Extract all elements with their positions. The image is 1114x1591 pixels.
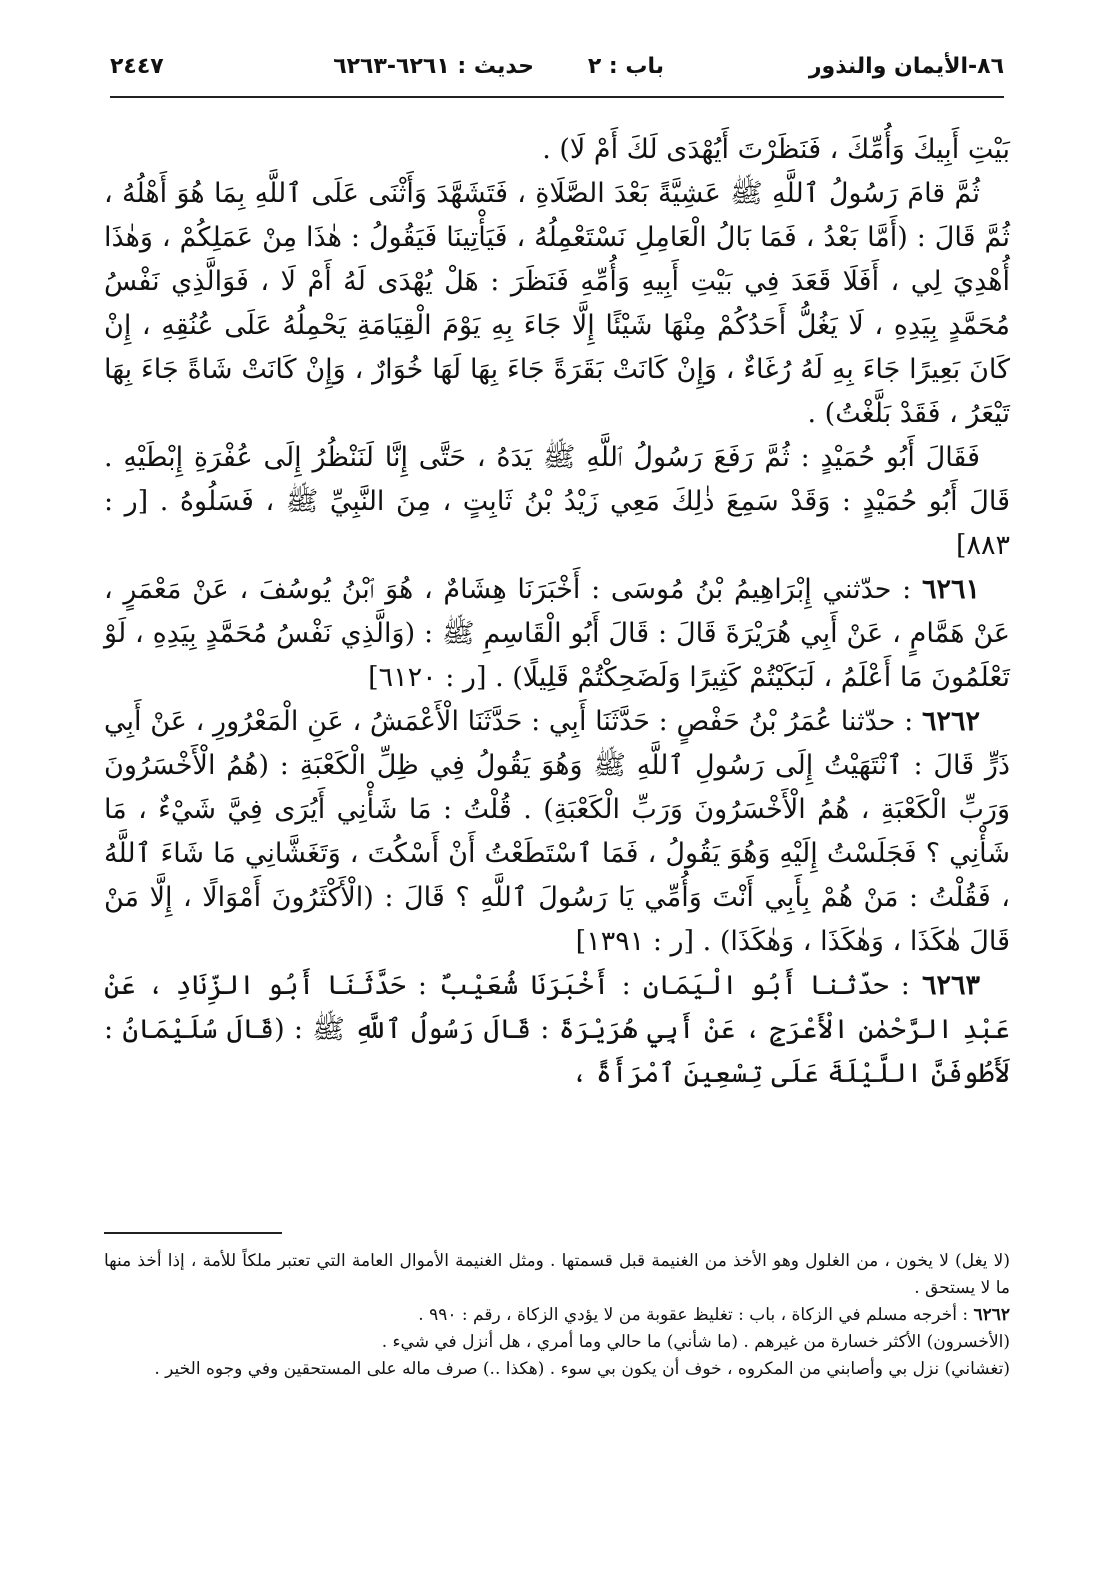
text-paragraph: بَيْتِ أَبِيكَ وَأُمِّكَ ، فَنَظَرْتَ أَيُهْدَى لَكَ أَمْ لَا) . bbox=[542, 134, 1010, 165]
running-header bbox=[110, 52, 1004, 98]
footnote: (تغشاني) نزل بي وأصابني من المكروه ، خوف أن يكون بي سوء . (هكذا ..) صرف ماله على المستحقين وفي وجوه الخير . bbox=[154, 1359, 1010, 1379]
bab-label: باب : ٢ bbox=[587, 54, 664, 79]
footnote: ٦٢٦٢ : أخرجه مسلم في الزكاة ، باب : تغليظ عقوبة من لا يؤدي الزكاة ، رقم : ٩٩٠ . bbox=[418, 1305, 1010, 1325]
footnotes bbox=[104, 1248, 1010, 1458]
hadith-number: ٦٢٦١ bbox=[921, 574, 980, 605]
main-text bbox=[104, 128, 1010, 1188]
footnote-divider bbox=[104, 1232, 282, 1234]
footnote: (لا يغل) لا يخون ، من الغلول وهو الأخذ من الغنيمة قبل قسمتها . ومثل الغنيمة الأموال العامة التي تعتبر ملكاً للأمة ، إذا أخذ منها ما لا يستحق . bbox=[104, 1251, 1010, 1298]
hadith-range: حديث : ٦٢٦١-٦٢٦٣ bbox=[333, 54, 534, 79]
hadith-6262: ٦٢٦٢ : حدّثنا عُمَرُ بْنُ حَفْصٍ : حَدَّثَنَا أَبِي : حَدَّثَنَا الْأَعْمَشُ ، عَنِ الْمَعْرُورِ ، عَنْ أَبِي ذَرٍّ قَالَ : ٱنْتَهَيْتُ إِلَى رَسُولِ ٱللَّهِ ﷺ وَهُوَ يَقُولُ فِي ظِلِّ الْكَعْبَةِ : (هُمُ الْأَخْسَرُونَ وَرَبِّ الْكَعْبَةِ ، هُمُ الْأَخْسَرُونَ وَرَبِّ الْكَعْبَةِ) . قُلْتُ : مَا شَأْنِي أَيُرَى فِيَّ شَيْءٌ ، مَا شَأْنِي ؟ فَجَلَسْتُ إِلَيْهِ وَهُوَ يَقُولُ ، فَمَا ٱسْتَطَعْتُ أَنْ أَسْكُتَ ، وَتَغَشَّانِي مَا شَاءَ ٱللَّهُ ، فَقُلْتُ : مَنْ هُمْ بِأَبِي أَنْتَ وَأُمِّي يَا رَسُولَ ٱللَّهِ ؟ قَالَ : (الْأَكْثَرُونَ أَمْوَالًا ، إِلَّا مَنْ قَالَ هٰكَذَا ، وَهٰكَذَا ، وَهٰكَذَا) . [ر : ١٣٩١] bbox=[104, 706, 1010, 957]
footnote: (الأخسرون) الأكثر خسارة من غيرهم . (ما شأني) ما حالي وما أمري ، هل أنزل في شيء . bbox=[381, 1332, 1010, 1352]
text-paragraph: ثُمَّ قامَ رَسُولُ ٱللَّهِ ﷺ عَشِيَّةً بَعْدَ الصَّلَاةِ ، فَتَشَهَّدَ وَأَثْنَى عَلَى ٱللَّهِ بِمَا هُوَ أَهْلُهُ ، ثُمَّ قَالَ : (أَمَّا بَعْدُ ، فَمَا بَالُ الْعَامِلِ نَسْتَعْمِلُهُ ، فَيَأْتِينَا فَيَقُولُ : هٰذَا مِنْ عَمَلِكُمْ ، وَهٰذَا أُهْدِيَ لِي ، أَفَلَا قَعَدَ فِي بَيْتِ أَبِيهِ وَأُمِّهِ فَنَظَرَ : هَلْ يُهْدَى لَهُ أَمْ لَا ، فَوَالَّذِي نَفْسُ مُحَمَّدٍ بِيَدِهِ ، لَا يَغُلُّ أَحَدُكُمْ مِنْهَا شَيْئًا إِلَّا جَاءَ بِهِ يَوْمَ الْقِيَامَةِ يَحْمِلُهُ عَلَى عُنُقِهِ ، إِنْ كَانَ بَعِيرًا جَاءَ بِهِ لَهُ رُغَاءٌ ، وَإِنْ كَانَتْ بَقَرَةً جَاءَ بِهَا لَهَا خُوَارٌ ، وَإِنْ كَانَتْ شَاةً جَاءَ بِهَا تَيْعَرُ ، فَقَدْ بَلَّغْتُ) . bbox=[104, 178, 1010, 429]
text-paragraph: فَقَالَ أَبُو حُمَيْدٍ : ثُمَّ رَفَعَ رَسُولُ ٱللَّهِ ﷺ يَدَهُ ، حَتَّى إِنَّا لَنَنْظُرُ إِلَى عُفْرَةِ إِبْطَيْهِ . قَالَ أَبُو حُمَيْدٍ : وَقَدْ سَمِعَ ذٰلِكَ مَعِي زَيْدُ بْنُ ثَابِتٍ ، مِنَ النَّبِيِّ ﷺ ، فَسَلُوهُ . [ر : ٨٨٣] bbox=[104, 442, 1010, 561]
hadith-number: ٦٢٦٣ bbox=[921, 970, 980, 1001]
hadith-6261: ٦٢٦١ : حدّثني إِبْرَاهِيمُ بْنُ مُوسَى : أَخْبَرَنَا هِشَامٌ ، هُوَ ٱبْنُ يُوسُفَ ، عَنْ مَعْمَرٍ ، عَنْ هَمَّامٍ ، عَنْ أَبِي هُرَيْرَةَ قَالَ : قَالَ أَبُو الْقَاسِمِ ﷺ : (وَالَّذِي نَفْسُ مُحَمَّدٍ بِيَدِهِ ، لَوْ تَعْلَمُونَ مَا أَعْلَمُ ، لَبَكَيْتُمْ كَثِيرًا وَلَضَحِكْتُمْ قَلِيلًا) . [ر : ٦١٢٠] bbox=[104, 574, 1010, 693]
hadith-6263: ٦٢٦٣ : حدّثنا أَبُو الْيَمَانِ : أَخْبَرَنَا شُعَيْبٌ : حَدَّثَنَا أَبُو الزِّنَادِ ، عَنْ عَبْدِ الرَّحْمٰنِ الْأَعْرَجِ ، عَنْ أَبِي هُرَيْرَةَ : قَالَ رَسُولُ ٱللَّهِ ﷺ : (قَالَ سُلَيْمَانُ : لَأَطُوفَنَّ اللَّيْلَةَ عَلَى تِسْعِينَ ٱمْرَأَةً ، bbox=[104, 970, 1010, 1089]
chapter-title: ٨٦-الأيمان والنذور bbox=[808, 54, 1004, 79]
hadith-number: ٦٢٦٢ bbox=[921, 706, 980, 737]
page-number: ٢٤٤٧ bbox=[110, 54, 164, 79]
